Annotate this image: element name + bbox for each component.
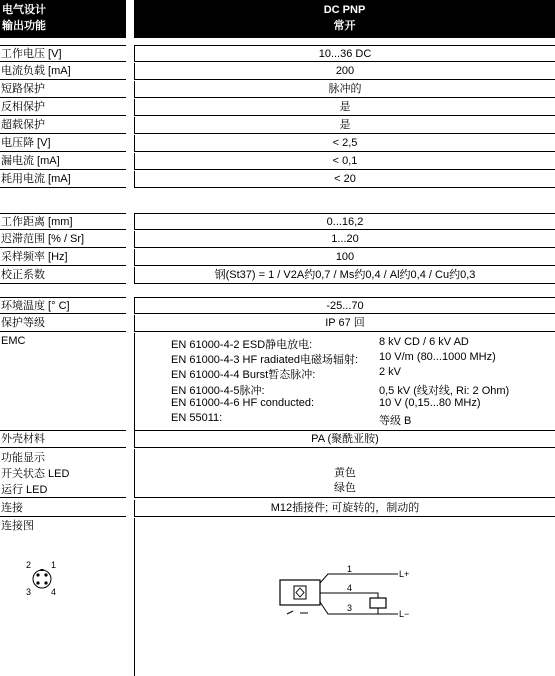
value-short-circuit: 脉冲的 <box>134 81 555 98</box>
label-connection: 连接 <box>0 500 126 517</box>
m12-pinout-icon <box>24 558 64 598</box>
value-run-led: 绿色 <box>334 482 356 494</box>
emc-value: 8 kV CD / 6 kV AD <box>379 336 469 348</box>
label-hysteresis: 迟滞范围 [% / Sr] <box>0 231 126 248</box>
label-switch-led: 开关状态 LED <box>1 468 70 480</box>
value-leakage-current: < 0,1 <box>134 153 555 170</box>
supply-minus-label: L− <box>399 609 410 619</box>
value-operating-distance: 0...16,2 <box>134 213 555 230</box>
pin-label-4: 4 <box>51 587 57 597</box>
header-contact-type: 常开 <box>333 20 356 32</box>
wire-label-4: 4 <box>347 583 353 593</box>
emc-value: 0,5 kV (线对线, Ri: 2 Ohm) <box>379 385 510 397</box>
pin-dot <box>44 573 47 576</box>
value-protection: IP 67 回 <box>134 315 555 332</box>
label-reverse-polarity: 反相保护 <box>0 99 126 116</box>
header-output-type: DC PNP <box>323 4 366 16</box>
label-housing-material: 外壳材料 <box>0 431 126 448</box>
emc-standard: EN 61000-4-3 HF radiated电磁场辐射: <box>171 354 359 366</box>
emc-value: 10 V (0,15...80 MHz) <box>379 397 481 409</box>
pin-dot <box>36 573 39 576</box>
label-operating-distance: 工作距离 [mm] <box>0 213 126 230</box>
emc-row <box>135 336 555 351</box>
label-ambient-temperature: 环境温度 [° C] <box>0 297 126 314</box>
label-switching-frequency: 采样频率 [Hz] <box>0 249 126 266</box>
emc-row <box>135 412 555 427</box>
emc-standard: EN 61000-4-6 HF conducted: <box>171 397 315 409</box>
emc-standard: EN 61000-4-5脉冲: <box>171 385 265 397</box>
emc-value: 10 V/m (80...1000 MHz) <box>379 351 496 363</box>
emc-standard: EN 61000-4-2 ESD静电放电: <box>171 339 313 351</box>
value-connection: M12插接件; 可旋转的，制动的 <box>134 500 555 517</box>
label-function-display: 功能显示 <box>1 452 45 464</box>
header-right <box>134 0 555 38</box>
label-voltage-drop: 电压降 [V] <box>0 135 126 152</box>
value-housing-material: PA (聚酰亚胺) <box>134 431 555 448</box>
label-operating-voltage: 工作电压 [V] <box>0 45 126 62</box>
emc-value: 等级 B <box>379 415 412 427</box>
wire-label-1: 1 <box>347 564 353 574</box>
emc-row <box>135 397 555 412</box>
emc-row <box>135 366 555 381</box>
value-hysteresis: 1...20 <box>134 231 555 248</box>
emc-row <box>135 382 555 397</box>
key-notch <box>41 569 44 571</box>
header-electrical-design: 电气设计 <box>2 4 46 16</box>
label-emc: EMC <box>0 333 126 431</box>
value-operating-voltage: 10...36 DC <box>134 45 555 62</box>
value-ambient-temperature: -25...70 <box>134 297 555 314</box>
label-display-group <box>0 449 126 498</box>
emc-table <box>134 333 555 431</box>
value-overload: 是 <box>134 117 555 134</box>
wiring-diagram-area <box>134 518 555 676</box>
pin-dot <box>44 581 47 584</box>
emc-standard: EN 61000-4-4 Burst暂态脉冲: <box>171 369 316 381</box>
value-display-group <box>134 449 555 498</box>
label-wiring-diagram: 连接图 <box>1 520 34 532</box>
wire-label-3: 3 <box>347 603 353 613</box>
label-correction-factors: 校正系数 <box>0 267 126 284</box>
value-voltage-drop: < 2,5 <box>134 135 555 152</box>
value-current-load: 200 <box>134 63 555 80</box>
emc-value: 2 kV <box>379 366 402 378</box>
label-run-led: 运行 LED <box>1 484 48 496</box>
value-reverse-polarity: 是 <box>134 99 555 116</box>
label-leakage-current: 漏电流 [mA] <box>0 153 126 170</box>
header-left <box>0 0 126 38</box>
emc-standard: EN 55011: <box>171 412 223 424</box>
connector-outline <box>33 570 51 588</box>
label-protection: 保护等级 <box>0 315 126 332</box>
label-current-load: 电流负载 [mA] <box>0 63 126 80</box>
emc-row <box>135 351 555 366</box>
value-switching-frequency: 100 <box>134 249 555 266</box>
header-output-function: 输出功能 <box>2 20 46 32</box>
value-correction-factors: 钢(St37) = 1 / V2A约0,7 / Ms约0,4 / Al约0,4 / Cu约0,3 <box>134 267 555 284</box>
label-current-consumption: 耗用电流 [mA] <box>0 171 126 188</box>
pin-label-2: 2 <box>26 560 32 570</box>
pin-label-3: 3 <box>26 587 32 597</box>
label-short-circuit: 短路保护 <box>0 81 126 98</box>
value-current-consumption: < 20 <box>134 171 555 188</box>
label-overload: 超载保护 <box>0 117 126 134</box>
value-switch-led: 黄色 <box>334 467 356 479</box>
pin-dot <box>36 581 39 584</box>
pin-label-1: 1 <box>51 560 57 570</box>
supply-plus-label: L+ <box>399 569 410 579</box>
